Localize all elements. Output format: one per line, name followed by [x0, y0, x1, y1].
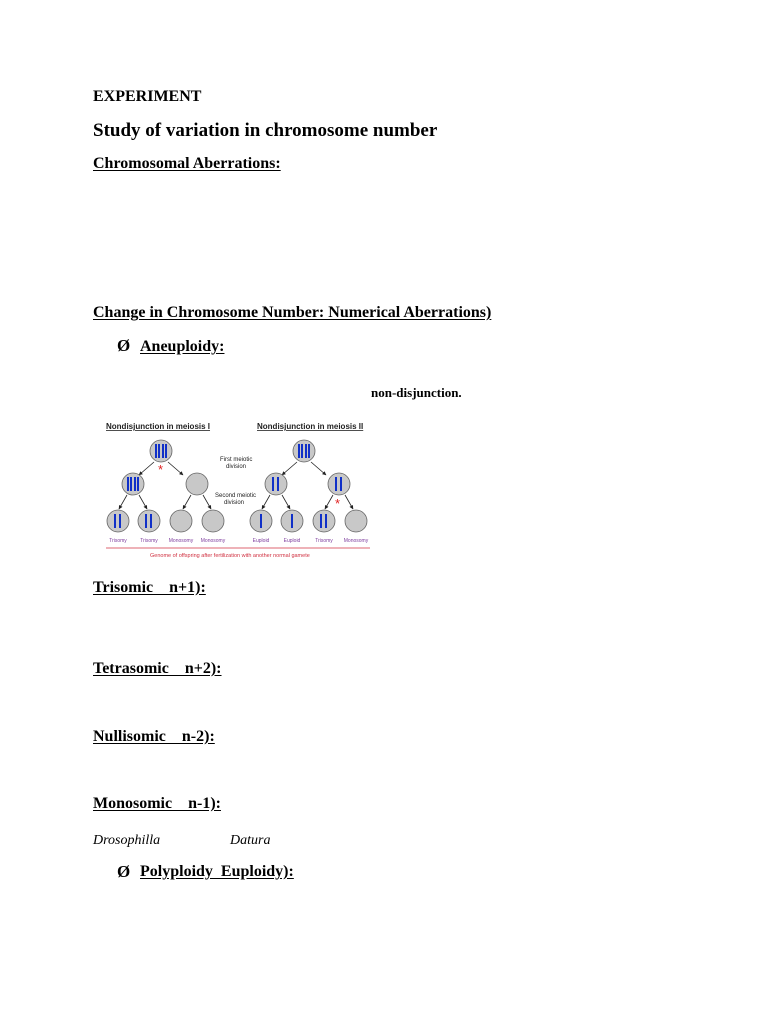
diagram-title-right: Nondisjunction in meiosis II: [257, 422, 364, 431]
nondisjunction-text: non-disjunction.: [371, 385, 462, 400]
gamete-label-6: Euploid: [283, 538, 301, 544]
example-drosophilla: Drosophilla: [93, 833, 161, 848]
heading-change-in-number: Change in Chromosome Number: Numerical Aberrations): [93, 304, 492, 321]
gamete-label-1: Trisomy: [109, 538, 127, 544]
page-title: Study of variation in chromosome number: [93, 120, 438, 141]
experiment-label: EXPERIMENT: [93, 88, 202, 105]
parent-cell-left: [150, 440, 172, 462]
gamete-label-2: Trisomy: [140, 538, 158, 544]
heading-monosomic: Monosomic n-1):: [93, 795, 221, 812]
star-icon-2: *: [335, 496, 341, 511]
heading-polyploidy: Polyploidy Euploidy):: [140, 863, 294, 880]
heading-trisomic: Trisomic n+1):: [93, 579, 206, 596]
gamete-6: [281, 510, 303, 532]
label-first-division-1: First meiotic: [220, 457, 253, 463]
middle-cell-3: [265, 473, 287, 495]
label-first-division-2: division: [226, 464, 247, 470]
gamete-8: [345, 510, 367, 532]
diagram-caption: Genome of offspring after fertilization with another normal gamete: [150, 553, 310, 559]
gamete-label-3: Monosomy: [168, 538, 194, 544]
parent-cell-right: [293, 440, 315, 462]
bullet-symbol: Ø: [117, 336, 131, 355]
heading-tetrasomic: Tetrasomic n+2):: [93, 660, 222, 677]
gamete-5: [250, 510, 272, 532]
gamete-label-5: Euploid: [252, 538, 270, 544]
gamete-3: [170, 510, 192, 532]
example-datura: Datura: [230, 833, 271, 848]
middle-cell-1: [122, 473, 144, 495]
heading-aneuploidy: Aneuploidy:: [140, 338, 225, 355]
gamete-7: [313, 510, 335, 532]
heading-chromosomal-aberrations: Chromosomal Aberrations:: [93, 155, 281, 172]
middle-cell-4: [328, 473, 350, 495]
gamete-2: [138, 510, 160, 532]
label-second-division-1: Second meiotic: [215, 493, 257, 499]
label-second-division-2: division: [224, 500, 245, 506]
star-icon: *: [158, 462, 164, 477]
gamete-label-7: Trisomy: [315, 538, 333, 544]
diagram-title-left: Nondisjunction in meiosis I: [106, 422, 211, 431]
middle-cell-2: [186, 473, 208, 495]
bullet-symbol-2: Ø: [117, 862, 131, 881]
gamete-label-8: Monosomy: [343, 538, 369, 544]
gamete-1: [107, 510, 129, 532]
gamete-label-4: Monosomy: [200, 538, 226, 544]
heading-nullisomic: Nullisomic n-2):: [93, 728, 215, 745]
gamete-4: [202, 510, 224, 532]
nondisjunction-diagram: [104, 415, 374, 563]
